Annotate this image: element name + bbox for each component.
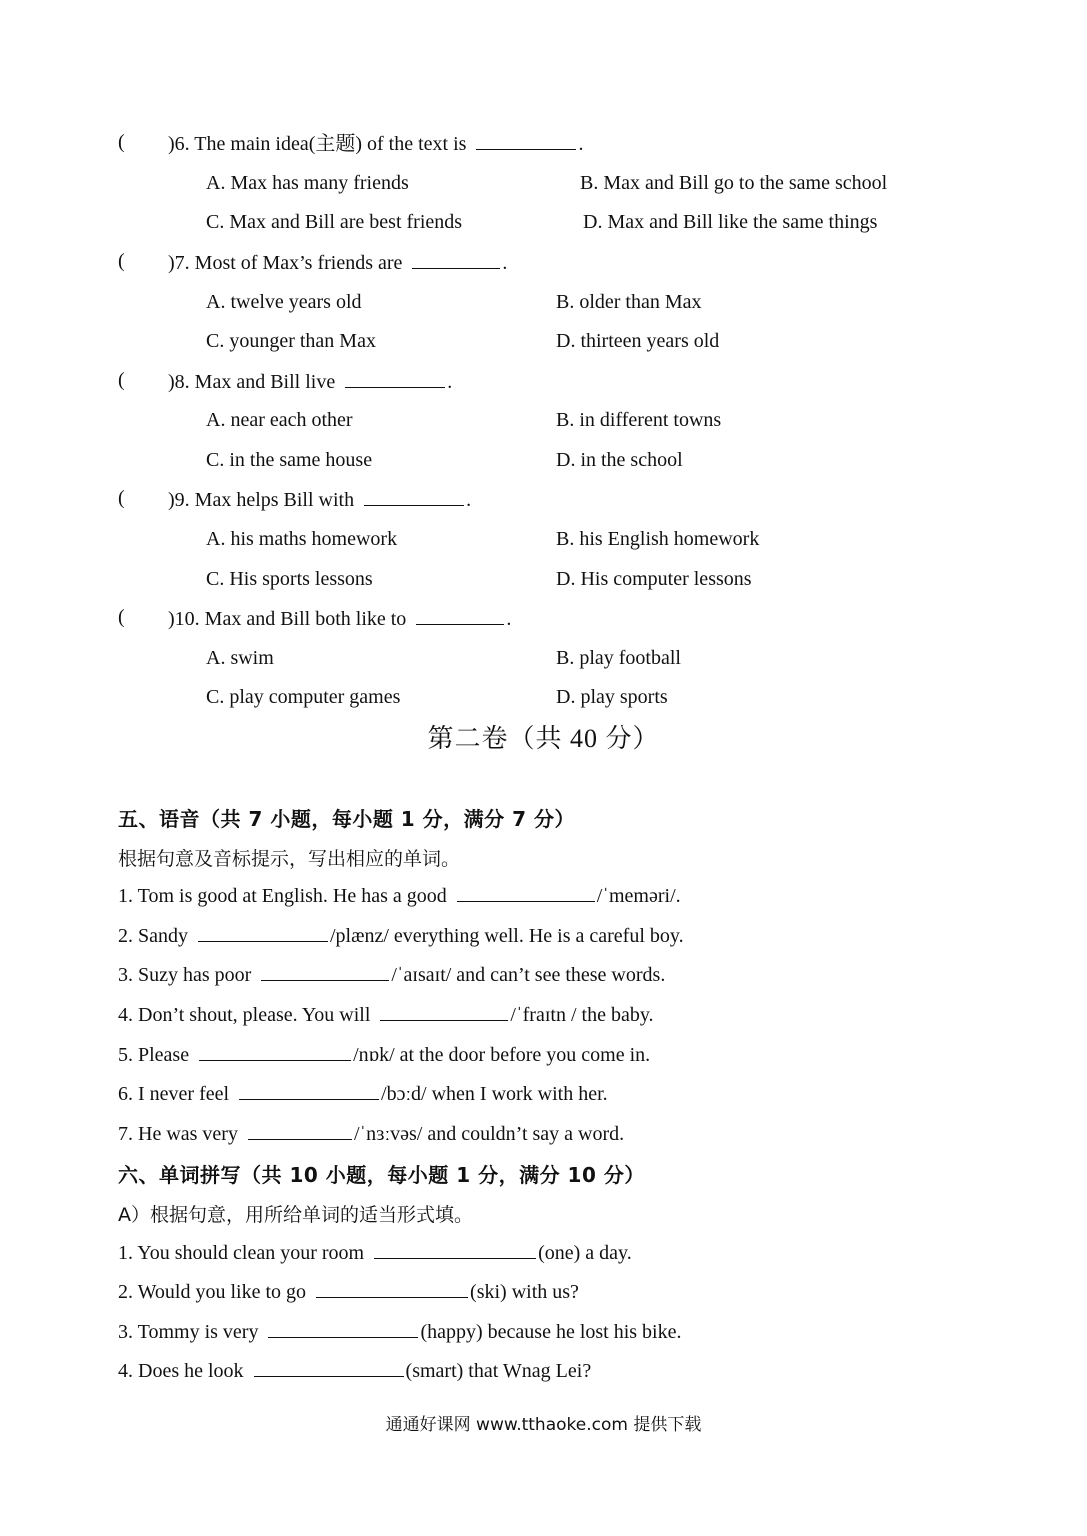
option-b: B. in different towns: [556, 409, 722, 431]
phonetic-item-1: 1. Tom is good at English. He has a good /ˈmeməri/.: [118, 885, 681, 907]
option-c: C. Max and Bill are best friends: [206, 211, 463, 233]
option-a: A. Max has many friends: [206, 172, 409, 194]
answer-blank[interactable]: [199, 1042, 351, 1061]
phonetic-item-7: 7. He was very /ˈnɜːvəs/ and couldn’t say a word.: [118, 1123, 625, 1145]
part-two-title: 第二卷（共 40 分）: [427, 724, 660, 753]
option-a: A. his maths homework: [206, 528, 398, 550]
page-footer: 通通好课网 www.tthaoke.com 提供下载: [385, 1415, 702, 1435]
option-b: B. his English homework: [556, 528, 760, 550]
option-d: D. thirteen years old: [556, 330, 720, 352]
option-a: A. twelve years old: [206, 291, 362, 313]
answer-blank[interactable]: [198, 923, 328, 942]
spelling-item-4: 4. Does he look (smart) that Wnag Lei?: [118, 1360, 592, 1382]
question-9-stem: )9. Max helps Bill with .: [168, 489, 472, 511]
answer-paren: (: [118, 369, 125, 391]
section-five-heading: 五、语音（共 7 小题，每小题 1 分，满分 7 分）: [118, 807, 576, 831]
phonetic-item-3: 3. Suzy has poor /ˈaɪsaɪt/ and can’t see these words.: [118, 964, 666, 986]
answer-blank[interactable]: [457, 883, 595, 902]
option-c: C. younger than Max: [206, 330, 376, 352]
answer-paren: (: [118, 606, 125, 628]
answer-blank[interactable]: [261, 962, 389, 981]
phonetic-item-4: 4. Don’t shout, please. You will /ˈfraɪtn / the baby.: [118, 1004, 654, 1026]
question-8-stem: )8. Max and Bill live .: [168, 371, 453, 393]
option-a: A. near each other: [206, 409, 353, 431]
section-six-heading: 六、单词拼写（共 10 小题，每小题 1 分，满分 10 分）: [118, 1163, 645, 1187]
spelling-item-3: 3. Tommy is very (happy) because he lost his bike.: [118, 1321, 682, 1343]
question-6-stem: )6. The main idea(主题) of the text is .: [168, 133, 584, 155]
option-c: C. in the same house: [206, 449, 373, 471]
answer-blank[interactable]: [364, 487, 464, 506]
option-a: A. swim: [206, 647, 274, 669]
answer-paren: (: [118, 131, 125, 153]
section-six-instruction: A）根据句意，用所给单词的适当形式填。: [118, 1204, 473, 1226]
answer-blank[interactable]: [254, 1358, 404, 1377]
answer-blank[interactable]: [374, 1240, 536, 1259]
phonetic-item-2: 2. Sandy /plænz/ everything well. He is a careful boy.: [118, 925, 684, 947]
answer-blank[interactable]: [268, 1319, 418, 1338]
phonetic-item-6: 6. I never feel /bɔːd/ when I work with her.: [118, 1083, 608, 1105]
answer-blank[interactable]: [412, 250, 500, 269]
answer-blank[interactable]: [416, 606, 504, 625]
answer-blank[interactable]: [476, 131, 576, 150]
option-d: D. Max and Bill like the same things: [583, 211, 878, 233]
phonetic-item-5: 5. Please /nɒk/ at the door before you come in.: [118, 1044, 651, 1066]
option-d: D. in the school: [556, 449, 683, 471]
option-c: C. play computer games: [206, 686, 401, 708]
spelling-item-1: 1. You should clean your room (one) a day.: [118, 1242, 632, 1264]
section-five-instruction: 根据句意及音标提示，写出相应的单词。: [118, 848, 461, 870]
answer-paren: (: [118, 487, 125, 509]
answer-blank[interactable]: [345, 369, 445, 388]
spelling-item-2: 2. Would you like to go (ski) with us?: [118, 1281, 579, 1303]
question-7-stem: )7. Most of Max’s friends are .: [168, 252, 508, 274]
question-10-stem: )10. Max and Bill both like to .: [168, 608, 512, 630]
answer-blank[interactable]: [239, 1081, 379, 1100]
answer-blank[interactable]: [316, 1279, 468, 1298]
option-c: C. His sports lessons: [206, 568, 373, 590]
option-b: B. play football: [556, 647, 681, 669]
option-d: D. play sports: [556, 686, 668, 708]
option-d: D. His computer lessons: [556, 568, 752, 590]
answer-blank[interactable]: [380, 1002, 508, 1021]
option-b: B. Max and Bill go to the same school: [580, 172, 888, 194]
answer-blank[interactable]: [248, 1121, 352, 1140]
option-b: B. older than Max: [556, 291, 702, 313]
answer-paren: (: [118, 250, 125, 272]
